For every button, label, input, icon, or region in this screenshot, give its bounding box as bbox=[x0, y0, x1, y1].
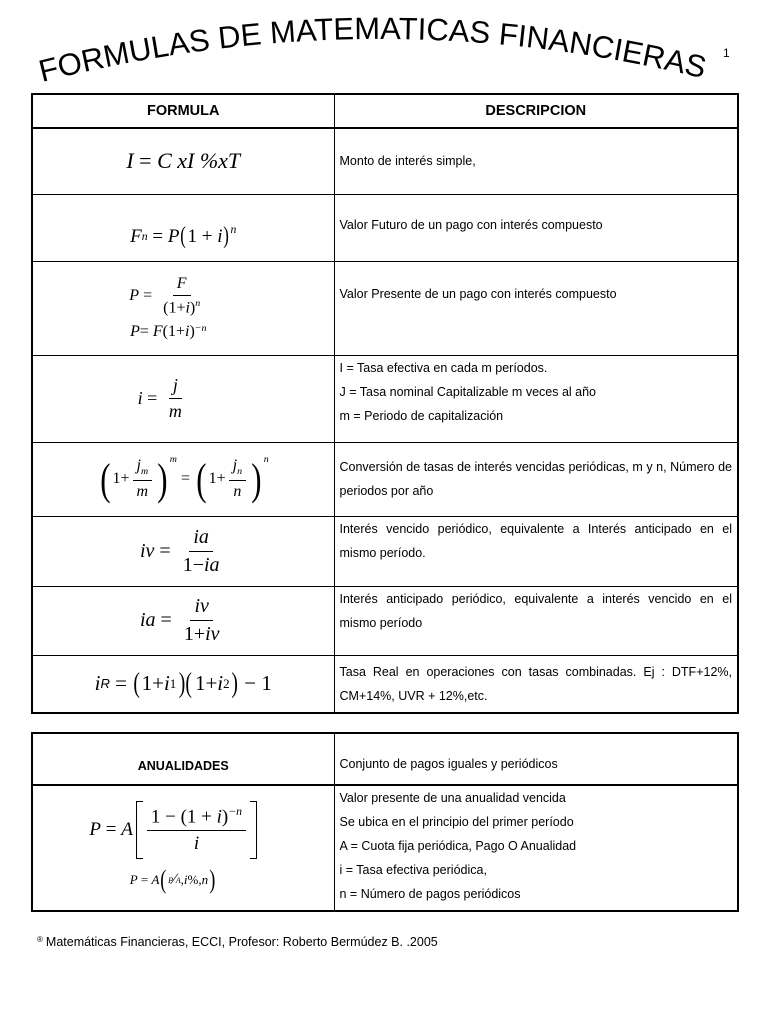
formula-effective-rate: i = $\frac{j}{m}$ bbox=[32, 355, 334, 442]
registered-mark: ® bbox=[37, 935, 43, 944]
footnote-text: Matemáticas Financieras, ECCI, Profesor: Roberto Bermúdez B. .2005 bbox=[45, 935, 438, 949]
formula-present-value: P = $\frac{F}{(1+i)^n}$ P = F (1+ i ) $^{-n}$ bbox=[32, 261, 334, 355]
formula-rate-conversion: ( 1+ $\frac{j_m}{m}$ ) $^m$ = ( 1+ $\frac{j_n}{n}$ ) $^n$ bbox=[32, 442, 334, 516]
description-cell: Monto de interés simple, bbox=[334, 128, 738, 194]
page-title-text: FORMULAS DE MATEMATICAS FINANCIERAS bbox=[35, 10, 710, 89]
formula-due-to-anticipated: ia = $\frac{iv}{1+iv}$ bbox=[32, 586, 334, 655]
table-row bbox=[32, 194, 738, 261]
footnote bbox=[37, 935, 438, 949]
column-header-description: DESCRIPCION bbox=[334, 94, 738, 128]
description-cell: Conversión de tasas de interés vencidas periódicas, m y n, Número de periodos por año bbox=[334, 442, 738, 516]
formula-annuity-present-value: P = A $\frac{1 - (1 + i)^{-n}}{i}$ P = A ( P ⁄ A , i %, n ) bbox=[32, 785, 334, 911]
table-row bbox=[32, 586, 738, 655]
description-cell: Interés vencido periódico, equivalente a Interés anticipado en el mismo período. bbox=[334, 516, 738, 586]
formula-simple-interest: I = C xI %xT bbox=[32, 128, 334, 194]
description-cell: Valor presente de una anualidad vencida Se ubica en el principio del primer período A = Cuota fija periódica, Pago O Anualidad i = Tasa efectiva periódica, n = Número de pagos periódicos bbox=[334, 785, 738, 911]
table-row bbox=[32, 785, 738, 911]
description-cell: Valor Presente de un pago con interés compuesto bbox=[334, 261, 738, 355]
annuities-table bbox=[31, 732, 739, 912]
table-row bbox=[32, 442, 738, 516]
annuities-label: ANUALIDADES bbox=[32, 733, 334, 785]
formula-future-value: F n = P ( 1 + i ) $^n$ bbox=[32, 194, 334, 261]
description-cell: Interés anticipado periódico, equivalente a interés vencido en el mismo período bbox=[334, 586, 738, 655]
annuities-header-row bbox=[32, 733, 738, 785]
formula-real-rate: i R = ( 1+ i 1 )( 1+ i 2 ) − 1 bbox=[32, 655, 334, 713]
page-title bbox=[0, 0, 768, 95]
title-footnote-marker: 1 bbox=[723, 46, 730, 60]
formulas-table bbox=[31, 93, 739, 714]
description-cell: I = Tasa efectiva en cada m períodos. J = Tasa nominal Capitalizable m veces al año m = Periodo de capitalización bbox=[334, 355, 738, 442]
table-header-row bbox=[32, 94, 738, 128]
annuities-header-description: Conjunto de pagos iguales y periódicos bbox=[334, 733, 738, 785]
table-row bbox=[32, 128, 738, 194]
table-row bbox=[32, 261, 738, 355]
table-row bbox=[32, 516, 738, 586]
description-cell: Tasa Real en operaciones con tasas combinadas. Ej : DTF+12%, CM+14%, UVR + 12%,etc. bbox=[334, 655, 738, 713]
column-header-formula: FORMULA bbox=[32, 94, 334, 128]
table-row bbox=[32, 355, 738, 442]
formula-anticipated-to-due: iv = $\frac{ia}{1-ia}$ bbox=[32, 516, 334, 586]
table-row bbox=[32, 655, 738, 713]
description-cell: Valor Futuro de un pago con interés compuesto bbox=[334, 194, 738, 261]
